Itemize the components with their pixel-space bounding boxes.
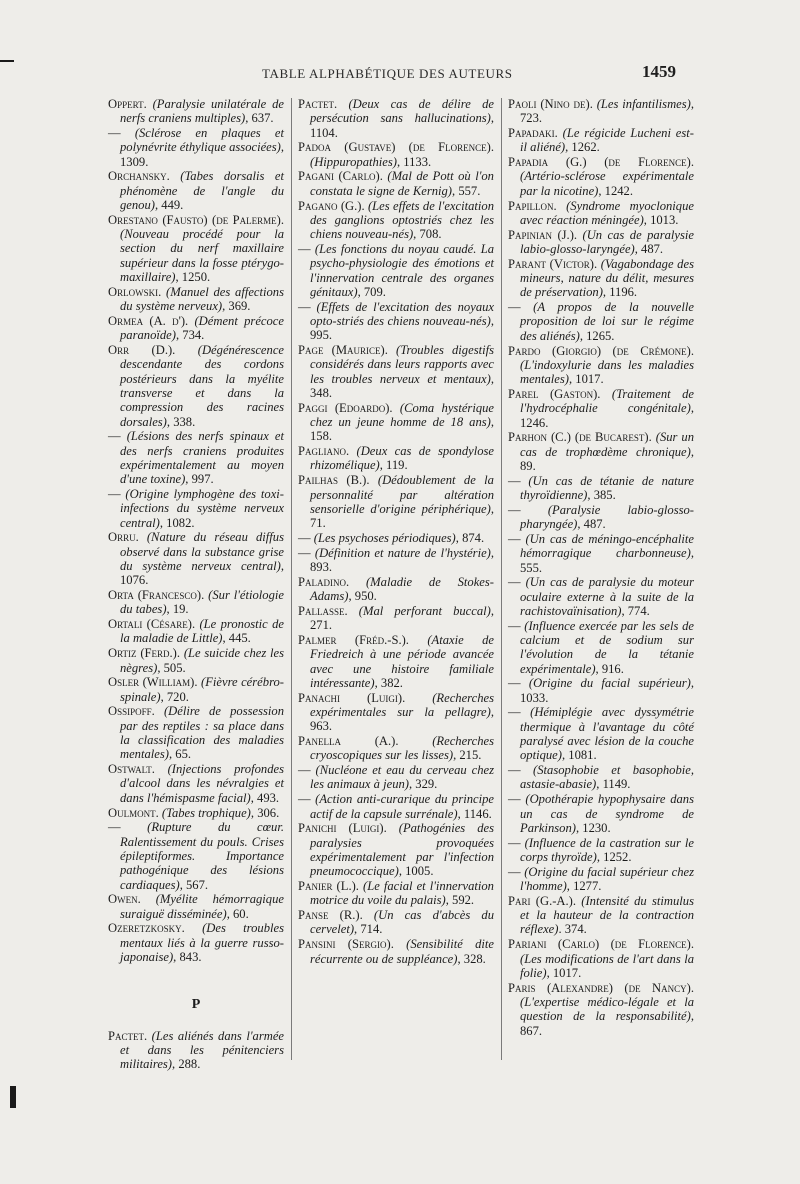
entry-author: Oulmont. bbox=[108, 805, 159, 820]
entry-author: Oppert. bbox=[108, 97, 147, 111]
index-entry bbox=[108, 530, 284, 587]
entry-page-ref: , 1309. bbox=[120, 140, 285, 169]
entry-author: Parhon (C.) (de Bucarest). bbox=[508, 430, 652, 445]
index-entry bbox=[508, 836, 694, 865]
index-entry bbox=[108, 921, 284, 964]
entry-author: — bbox=[508, 835, 521, 850]
entry-author: Parant (Victor). bbox=[508, 256, 598, 271]
entry-title: (Des troubles mentaux liés à la guerre russo-japonaise) bbox=[120, 921, 284, 965]
index-entry bbox=[108, 617, 284, 646]
index-entry bbox=[508, 344, 694, 387]
entry-title: (Un cas d'abcès du cervelet) bbox=[310, 908, 494, 937]
index-entry bbox=[298, 575, 494, 604]
index-entry bbox=[298, 908, 494, 937]
entry-page-ref: , 338. bbox=[166, 414, 196, 429]
index-entry bbox=[298, 937, 494, 966]
entry-page-ref: , 1005. bbox=[398, 864, 434, 879]
entry-page-ref: , 1076. bbox=[120, 559, 284, 588]
index-entry bbox=[298, 199, 494, 242]
index-entry bbox=[298, 546, 494, 575]
index-entry bbox=[508, 430, 694, 473]
index-entry bbox=[298, 169, 494, 198]
entry-author: — bbox=[108, 487, 121, 502]
entry-page-ref: , 557. bbox=[452, 183, 481, 198]
index-entry bbox=[508, 676, 694, 705]
entry-author: Panichi (Luigi). bbox=[298, 821, 387, 836]
entry-title: (Opothérapie hypophysaire dans un cas de syndrome de Parkinson) bbox=[520, 792, 694, 835]
index-entry bbox=[508, 792, 694, 835]
index-entry bbox=[108, 126, 284, 169]
entry-title: (Deux cas de délire de persécution sans hallucinations) bbox=[310, 97, 494, 126]
entry-author: — bbox=[298, 545, 311, 560]
index-entry bbox=[108, 806, 284, 820]
entry-page-ref: , 714. bbox=[354, 922, 383, 937]
index-entry bbox=[508, 763, 694, 792]
entry-author: Papadia (G.) (de Florence). bbox=[508, 155, 694, 170]
entry-author: Pansini (Sergio). bbox=[298, 937, 394, 952]
entry-page-ref: , 1262. bbox=[565, 140, 600, 155]
entry-page-ref: , 843. bbox=[173, 950, 202, 965]
entry-author: — bbox=[298, 763, 311, 778]
index-entry bbox=[298, 401, 494, 444]
entry-title: (Troubles digestifs considérés dans leurs rapports avec les troubles nerveux et mentaux) bbox=[310, 343, 494, 386]
entry-title: (Lésions des nerfs spinaux et des nerfs craniens produites expérimentalement au moyen d'une toxine) bbox=[120, 429, 284, 487]
entry-author: Panachi (Luigi). bbox=[298, 690, 406, 705]
entry-author: — bbox=[508, 300, 521, 315]
index-entry bbox=[298, 97, 494, 140]
entry-page-ref: , 493. bbox=[250, 790, 280, 805]
entry-title: (Pathogénies des paralysies provoquées expérimentalement par l'infection pneumococcique) bbox=[310, 821, 494, 879]
entry-page-ref: , 1033. bbox=[520, 676, 694, 705]
index-entry bbox=[508, 894, 694, 937]
entry-title: (Hémiplégie avec dyssymétrie thermique à l'avantage du côté paralysé avec lésion de la couche optique) bbox=[520, 705, 694, 763]
index-entry bbox=[108, 646, 284, 675]
index-entry bbox=[298, 444, 494, 473]
index-entry bbox=[508, 387, 694, 430]
entry-author: — bbox=[508, 618, 521, 633]
entry-page-ref: , 1081. bbox=[561, 748, 597, 763]
entry-title: (Nouveau procédé pour la section du nerf maxillaire supérieur dans la fosse ptérygo-maxillaire) bbox=[120, 227, 284, 285]
entry-page-ref: , 1230. bbox=[575, 820, 611, 835]
entry-page-ref: , 1082. bbox=[159, 515, 195, 530]
index-entry bbox=[108, 588, 284, 617]
column-rule-1 bbox=[291, 98, 292, 1060]
entry-title: (Origine lymphogène des toxi-infections du système nerveux central) bbox=[120, 487, 284, 530]
entry-author: Orchansky. bbox=[108, 169, 170, 184]
entry-page-ref: , 288. bbox=[172, 1057, 201, 1072]
entry-title: (Influence exercée par les sels de calcium et de sodium sur l'évolution de la tétanie expérimentale) bbox=[520, 618, 694, 676]
entry-author: Paris (Alexandre) (de Nancy). bbox=[508, 980, 694, 995]
entry-author: Orru. bbox=[108, 530, 139, 545]
entry-page-ref: , 774. bbox=[621, 603, 650, 618]
entry-title: (Intensité du stimulus et la hauteur de la contraction réflexe) bbox=[520, 893, 694, 937]
entry-title: (Un cas de méningo-encéphalite hémorragique charbonneuse) bbox=[520, 531, 694, 561]
entry-title: (Mal perforant buccal) bbox=[358, 603, 491, 618]
entry-title: (Les infantilismes) bbox=[596, 97, 691, 111]
entry-author: Pactet. bbox=[298, 97, 338, 111]
entry-author: — bbox=[298, 530, 311, 545]
index-entry bbox=[298, 140, 494, 169]
entry-author: Palmer (Fréd.-S.). bbox=[298, 632, 409, 647]
entry-title: (Deux cas de spondylose rhizomélique) bbox=[310, 444, 494, 473]
index-entry bbox=[108, 675, 284, 704]
index-entry bbox=[508, 865, 694, 894]
index-entry bbox=[298, 763, 494, 792]
entry-author: Pagani (Carlo). bbox=[298, 169, 383, 184]
index-entry bbox=[508, 97, 694, 126]
index-entry bbox=[108, 285, 284, 314]
entry-title: (Les fonctions du noyau caudé. La psycho-physiologie des émotions et l'innervation centrale des organes génitaux) bbox=[310, 241, 494, 299]
index-entry bbox=[508, 937, 694, 980]
entry-author: Pactet. bbox=[108, 1028, 148, 1043]
entry-title: (Dégénérescence descendante des cordons postérieurs dans la myélite transverse et dans la compression des racines dorsales) bbox=[120, 343, 284, 429]
entry-author: Ossipoff. bbox=[108, 704, 155, 719]
entry-author: Paladino. bbox=[298, 574, 350, 589]
entry-page-ref: , 328. bbox=[457, 951, 486, 966]
entry-author: — bbox=[108, 126, 121, 141]
entry-title: (A propos de la nouvelle proposition de loi sur le régime des aliénés) bbox=[520, 300, 694, 343]
entry-page-ref: , 1104. bbox=[310, 111, 494, 140]
entry-author: — bbox=[508, 575, 521, 590]
entry-author: Papadaki. bbox=[508, 126, 558, 141]
entry-author: — bbox=[298, 299, 311, 314]
entry-page-ref: , 709. bbox=[357, 284, 386, 299]
index-entry bbox=[298, 473, 494, 530]
entry-author: — bbox=[508, 502, 521, 517]
entry-author: Pariani (Carlo) (de Florence). bbox=[508, 937, 694, 952]
index-entry bbox=[298, 792, 494, 821]
entry-title: (Le suicide chez les nègres) bbox=[120, 646, 285, 675]
entry-title: (Délire de possession par des reptiles : sa place dans la classification des maladies mentales) bbox=[120, 704, 284, 762]
index-entry bbox=[298, 879, 494, 908]
page-number: 1459 bbox=[642, 62, 676, 81]
entry-author: Ostwalt. bbox=[108, 762, 155, 777]
entry-title: (Nature du réseau diffus observé dans la substance grise du système nerveux central) bbox=[120, 530, 284, 573]
entry-title: (L'expertise médico-légale et la question de la responsabilité) bbox=[520, 994, 694, 1024]
entry-title: (Sur un cas de trophœdème chronique) bbox=[520, 430, 694, 459]
entry-author: Orta (Francesco). bbox=[108, 588, 205, 603]
entry-page-ref: , 637. bbox=[245, 111, 274, 126]
entry-author: Orestano (Fausto) (de Palerme). bbox=[108, 212, 284, 227]
entry-page-ref: , 1013. bbox=[643, 212, 679, 227]
entry-author: Panse (R.). bbox=[298, 908, 363, 923]
index-entry bbox=[108, 314, 284, 343]
entry-page-ref: , 592. bbox=[445, 893, 475, 908]
index-entry bbox=[508, 619, 694, 676]
entry-title: (Un cas de paralysie du moteur oculaire externe à la suite de la rachistovaïnisation) bbox=[520, 575, 694, 618]
entry-title: (Injections profondes d'alcool dans les névralgies et dans l'hémispasme facial) bbox=[120, 762, 284, 805]
entry-page-ref: , 348. bbox=[310, 371, 494, 400]
entry-title: (Syndrome myoclonique avec réaction méningée) bbox=[520, 198, 694, 227]
entry-page-ref: , 555. bbox=[520, 546, 694, 575]
running-head-title: TABLE ALPHABÉTIQUE DES AUTEURS bbox=[262, 66, 513, 81]
entry-page-ref: , 1246. bbox=[520, 401, 694, 430]
entry-page-ref: , 306. bbox=[250, 805, 280, 820]
entry-page-ref: , 997. bbox=[185, 472, 214, 487]
entry-author: — bbox=[508, 864, 521, 879]
column-rule-2 bbox=[501, 98, 502, 1060]
entry-page-ref: , 1017. bbox=[568, 372, 604, 387]
entry-title: (Fièvre cérébro-spinale) bbox=[120, 675, 284, 704]
entry-page-ref: , 1250. bbox=[175, 270, 211, 285]
entry-author: Ortiz (Ferd.). bbox=[108, 646, 181, 661]
entry-title: (Artério-sclérose expérimentale par la nicotine) bbox=[520, 169, 694, 198]
entry-page-ref: , 329. bbox=[408, 777, 438, 792]
entry-page-ref: , 567. bbox=[179, 877, 209, 892]
entry-title: (Les psychoses périodiques) bbox=[313, 530, 456, 545]
entry-page-ref: , 449. bbox=[154, 198, 184, 213]
entry-title: (Effets de l'excitation des noyaux opto-striés des chiens nouveau-nés) bbox=[310, 299, 495, 328]
index-column-3 bbox=[508, 97, 694, 1038]
entry-title: (Tabes trophique) bbox=[161, 805, 251, 820]
entry-author: — bbox=[508, 763, 521, 778]
entry-page-ref: . 374. bbox=[558, 922, 587, 937]
entry-title: (Les modifications de l'art dans la folie) bbox=[520, 951, 694, 980]
index-entry bbox=[108, 343, 284, 429]
entry-title: (Influence de la castration sur le corps thyroïde) bbox=[520, 835, 695, 864]
index-entry bbox=[298, 343, 494, 400]
entry-author: — bbox=[108, 820, 121, 835]
entry-page-ref: , 1277. bbox=[566, 879, 602, 894]
index-column-2 bbox=[298, 97, 494, 966]
entry-author: — bbox=[508, 473, 521, 488]
entry-author: Ortali (Césare). bbox=[108, 617, 196, 632]
entry-title: (Tabes dorsalis et phénomène de l'angle du genou) bbox=[120, 169, 284, 213]
entry-page-ref: , 1196. bbox=[602, 285, 638, 300]
entry-author: Owen. bbox=[108, 892, 141, 907]
entry-page-ref: , 71. bbox=[310, 501, 494, 531]
entry-title: (Dédoublement de la personnalité par altération sensorielle d'origine périphérique) bbox=[310, 473, 494, 516]
entry-title: (Action anti-curarique du principe actif de la capsule surrénale) bbox=[310, 792, 494, 821]
entry-page-ref: , 723. bbox=[520, 97, 695, 126]
entry-page-ref: , 487. bbox=[634, 241, 664, 256]
index-entry bbox=[108, 487, 284, 530]
entry-page-ref: , 215. bbox=[453, 748, 482, 763]
entry-author: Pagliano. bbox=[298, 444, 350, 459]
entry-author: Padoa (Gustave) (de Florence). bbox=[298, 140, 494, 155]
entry-page-ref: , 916. bbox=[595, 661, 624, 676]
entry-title: (Mal de Pott où l'on constata le signe de Kernig) bbox=[310, 169, 494, 198]
index-entry bbox=[508, 228, 694, 257]
entry-title: (L'indoxylurie dans les maladies mentales) bbox=[520, 357, 694, 387]
entry-page-ref: , 720. bbox=[160, 689, 189, 704]
entry-author: Ormea (A. d'). bbox=[108, 313, 189, 328]
index-entry bbox=[298, 691, 494, 734]
index-entry bbox=[298, 300, 494, 343]
entry-title: (Paralysie unilatérale de nerfs craniens multiples) bbox=[120, 97, 284, 126]
index-entry bbox=[108, 169, 284, 212]
entry-page-ref: , 1133. bbox=[396, 154, 432, 169]
entry-title: (Origine du facial supérieur chez l'homme) bbox=[520, 864, 694, 894]
entry-author: Pailhas (B.). bbox=[298, 473, 370, 488]
entry-author: — bbox=[298, 241, 311, 256]
entry-title: (Myélite hémorragique suraiguë disséminée) bbox=[120, 892, 284, 921]
index-entry bbox=[508, 199, 694, 228]
entry-title: (Vagabondage des mineurs, nature du délit, mesures de préservation) bbox=[520, 256, 694, 300]
entry-page-ref: , 505. bbox=[157, 660, 186, 675]
entry-author: — bbox=[298, 792, 311, 807]
entry-title: (Recherches cryoscopiques sur les lisses) bbox=[310, 734, 494, 763]
index-entry bbox=[298, 242, 494, 299]
index-entry bbox=[508, 300, 694, 343]
entry-page-ref: , 734. bbox=[175, 328, 205, 343]
entry-page-ref: , 1265. bbox=[579, 328, 615, 343]
entry-title: (Les effets de l'excitation des ganglions optostriés chez les chiens nouveau-nés) bbox=[310, 198, 494, 242]
entry-title: (Le régicide Lucheni est-il aliéné) bbox=[520, 126, 694, 155]
index-entry bbox=[108, 97, 284, 126]
index-entry bbox=[298, 633, 494, 690]
entry-page-ref: , 445. bbox=[222, 631, 251, 646]
index-entry bbox=[108, 429, 284, 486]
entry-author: Ozeretzkosky. bbox=[108, 921, 185, 936]
index-entry bbox=[508, 575, 694, 618]
entry-title: (Nucléone et eau du cerveau chez les animaux à jeun) bbox=[310, 763, 495, 792]
entry-title: (Les aliénés dans l'armée et dans les pénitenciers militaires) bbox=[120, 1028, 285, 1072]
entry-title: (Sur l'étiologie du tabes) bbox=[120, 588, 284, 617]
index-entry bbox=[108, 704, 284, 761]
entry-title: (Traitement de l'hydrocéphalie congénitale) bbox=[520, 386, 694, 416]
entry-page-ref: , 893. bbox=[310, 545, 495, 574]
entry-title: (Maladie de Stokes-Adams) bbox=[310, 574, 494, 604]
entry-title: (Hippuropathies) bbox=[310, 154, 397, 169]
entry-author: Papinian (J.). bbox=[508, 227, 578, 242]
entry-page-ref: , 1146. bbox=[457, 806, 492, 821]
index-entry bbox=[508, 257, 694, 300]
entry-page-ref: , 1149. bbox=[596, 777, 631, 792]
index-entry bbox=[298, 734, 494, 763]
index-entry bbox=[508, 503, 694, 532]
entry-page-ref: , 65. bbox=[168, 747, 192, 762]
entry-page-ref: , 1017. bbox=[546, 965, 582, 980]
entry-page-ref: , 874. bbox=[455, 530, 485, 545]
entry-title: (Origine du facial supérieur) bbox=[528, 676, 691, 691]
entry-author: — bbox=[508, 676, 521, 691]
entry-page-ref: , 995. bbox=[310, 313, 494, 343]
entry-page-ref: , 158. bbox=[310, 415, 494, 444]
section-letter: P bbox=[191, 997, 201, 1013]
entry-page-ref: , 369. bbox=[222, 299, 251, 314]
index-column-1 bbox=[108, 97, 284, 1072]
entry-author: Orr (D.). bbox=[108, 343, 176, 358]
entry-author: Pardo (Giorgio) (de Crémone). bbox=[508, 343, 694, 358]
index-entry bbox=[508, 981, 694, 1038]
entry-author: Pagano (G.). bbox=[298, 198, 365, 213]
index-entry bbox=[298, 604, 494, 633]
entry-title: (Stasophobie et basophobie, astasie-abasie) bbox=[520, 763, 694, 792]
entry-title: (Dément précoce paranoïde) bbox=[120, 313, 284, 343]
entry-page-ref: , 271. bbox=[310, 603, 494, 633]
entry-page-ref: , 385. bbox=[587, 488, 616, 503]
entry-title: (Ataxie de Friedreich à une période avancée avec une histoire familiale intéressante) bbox=[310, 632, 494, 690]
entry-page-ref: , 867. bbox=[520, 1009, 694, 1038]
entry-author: — bbox=[508, 792, 521, 807]
entry-page-ref: , 963. bbox=[310, 704, 494, 734]
running-head bbox=[0, 62, 800, 84]
entry-title: (Le facial et l'innervation motrice du voile du palais) bbox=[310, 879, 494, 908]
index-entry bbox=[508, 705, 694, 762]
entry-page-ref: , 950. bbox=[348, 589, 377, 604]
entry-author: Papillon. bbox=[508, 198, 557, 213]
entry-page-ref: , 60. bbox=[226, 906, 249, 921]
entry-title: (Le pronostic de la maladie de Little) bbox=[120, 617, 284, 646]
index-entry bbox=[108, 762, 284, 805]
entry-author: Page (Maurice). bbox=[298, 343, 388, 358]
entry-title: (Sclérose en plaques et polynévrite éthylique associées) bbox=[120, 126, 284, 155]
entry-author: — bbox=[508, 705, 521, 720]
entry-author: Paoli (Nino de). bbox=[508, 97, 593, 111]
entry-author: Pallasse. bbox=[298, 603, 348, 618]
entry-author: Parel (Gaston). bbox=[508, 386, 601, 401]
entry-author: — bbox=[108, 429, 121, 444]
index-entry bbox=[508, 126, 694, 155]
index-entry bbox=[508, 474, 694, 503]
entry-page-ref: , 1252. bbox=[596, 849, 632, 864]
index-entry bbox=[298, 531, 494, 545]
index-entry bbox=[108, 213, 284, 284]
entry-author: Osler (William). bbox=[108, 675, 198, 690]
entry-title: (Recherches expérimentales sur la pellagre) bbox=[310, 690, 494, 719]
entry-title: (Coma hystérique chez un jeune homme de 18 ans) bbox=[310, 400, 494, 430]
index-entry bbox=[508, 532, 694, 575]
entry-page-ref: , 382. bbox=[374, 675, 403, 690]
entry-author: Panella (A.). bbox=[298, 734, 399, 749]
entry-author: — bbox=[508, 531, 521, 546]
entry-author: Panier (L.). bbox=[298, 879, 359, 894]
index-entry bbox=[108, 892, 284, 921]
entry-page-ref: , 89. bbox=[520, 444, 694, 473]
entry-page-ref: , 708. bbox=[413, 227, 442, 242]
entry-title: (Définition et nature de l'hystérie) bbox=[314, 545, 491, 560]
index-entry bbox=[108, 820, 284, 891]
index-entry bbox=[108, 1029, 284, 1072]
entry-page-ref: , 487. bbox=[577, 517, 606, 532]
index-entry bbox=[508, 155, 694, 198]
entry-title: (Manuel des affections du système nerveux) bbox=[120, 284, 284, 314]
entry-title: (Un cas de tétanie de nature thyroïdienne) bbox=[520, 473, 694, 503]
entry-author: Paggi (Edoardo). bbox=[298, 400, 393, 415]
entry-page-ref: , 119. bbox=[379, 458, 408, 473]
entry-author: Pari (G.-A.). bbox=[508, 893, 577, 908]
scan-edge-mark-bottom bbox=[10, 1086, 16, 1108]
index-entry bbox=[298, 821, 494, 878]
entry-title: (Un cas de paralysie labio-glosso-laryngée) bbox=[520, 227, 694, 256]
entry-page-ref: , 1242. bbox=[598, 183, 633, 198]
entry-title: (Sensibilité dite récurrente ou de suppléance) bbox=[310, 937, 494, 966]
entry-title: (Paralysie labio-glosso-pharyngée) bbox=[520, 502, 694, 532]
entry-page-ref: , 19. bbox=[166, 602, 189, 617]
entry-title: (Rupture du cœur. Ralentissement du pouls. Crises épileptiformes. Importance pathogénique des lésions cardiaques) bbox=[120, 820, 284, 892]
entry-author: Orlowski. bbox=[108, 284, 162, 299]
